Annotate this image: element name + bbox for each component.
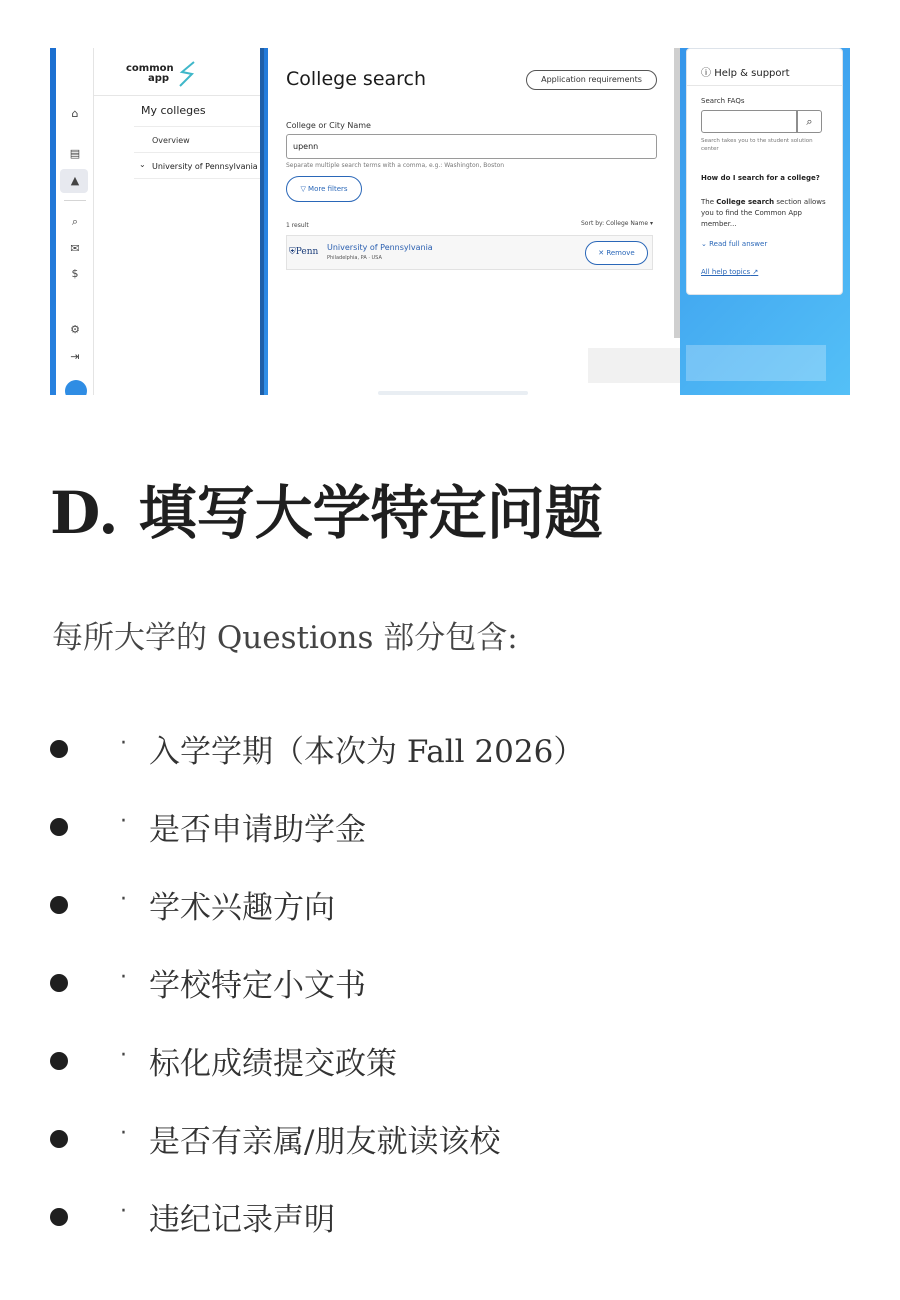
logout-icon[interactable]: ⇥ [70,350,80,363]
list-item [50,882,870,960]
all-help-topics-link[interactable] [701,268,758,276]
close-icon: ✕ [598,249,607,257]
help-title-label: Help & support [714,68,790,79]
penn-logo: ⛨Penn [289,247,319,257]
sort-dropdown[interactable]: Sort by: College Name ▾ [581,220,653,227]
remove-label: Remove [606,249,635,257]
application-requirements-button[interactable]: Application requirements [526,70,657,90]
help-circle-icon: ⓘ [701,68,715,79]
bullet-icon [50,818,68,836]
read-full-answer-label: Read full answer [709,240,768,248]
result-count: 1 result [286,222,309,229]
inbox-icon[interactable]: ✉ [70,242,80,255]
faq-search-label: Search FAQs [701,97,745,105]
college-search-input[interactable] [286,134,657,159]
college-search-panel [268,48,680,395]
faq-search-button[interactable] [797,110,822,133]
bullet-icon [50,1130,68,1148]
result-college-name[interactable]: University of Pennsylvania [327,243,433,252]
chevron-down-icon: ⌄ [701,240,710,248]
gear-icon[interactable]: ⚙ [70,323,80,336]
middle-dot-icon: · [120,965,127,990]
list-item [50,1194,870,1272]
search-field-hint: Separate multiple search terms with a comma, e.g.: Washington, Boston [286,162,505,169]
result-college-location: Philadelphia, PA · USA [327,255,382,261]
questions-list [50,726,870,1272]
list-item-text: 学术兴趣方向 [149,890,335,926]
bullet-icon [50,896,68,914]
avatar[interactable] [65,380,87,395]
remove-button[interactable] [585,241,648,265]
search-icon: ⌕ [806,115,813,128]
graduation-cap-icon[interactable]: ▲ [70,174,80,187]
read-full-answer-link[interactable] [701,240,767,248]
logo-text-common: common [126,63,174,74]
faq-answer: The College search section allows you to find the Common App member... [701,198,826,228]
bullet-icon [50,740,68,758]
section-heading: D. 填写大学特定问题 [50,479,603,547]
home-icon[interactable]: ⌂ [71,107,79,120]
nav-divider [134,178,260,179]
search-field-label: College or City Name [286,121,371,130]
middle-dot-icon: · [120,1043,127,1068]
intro-text: 每所大学的 Questions 部分包含: [52,620,518,656]
external-link-icon: ↗ [750,268,759,276]
nav-divider [134,152,260,153]
list-item-text: 违纪记录声明 [149,1202,335,1238]
list-item [50,804,870,882]
middle-dot-icon: · [120,1199,127,1224]
list-item-text: 标化成绩提交政策 [149,1046,397,1082]
document-icon[interactable]: ▤ [69,147,81,160]
result-row[interactable] [286,235,653,270]
page-title: College search [286,68,427,90]
middle-dot-icon: · [120,809,127,834]
middle-dot-icon: · [120,1121,127,1146]
money-bag-icon[interactable]: $ [71,267,79,280]
sidebar-item-overview[interactable]: Overview [152,136,190,145]
common-app-logo[interactable] [124,60,204,88]
list-item [50,1116,870,1194]
faq-question: How do I search for a college? [701,174,820,182]
common-app-screenshot [50,48,850,395]
search-icon[interactable]: ⌕ [71,215,79,228]
logo-text-app: app [148,73,170,84]
all-help-topics-label: All help topics [701,268,751,276]
blurred-region [686,345,826,381]
help-title [701,64,790,79]
list-item-text: 是否申请助学金 [149,812,366,848]
bullet-icon [50,1208,68,1226]
list-item [50,726,870,804]
icon-rail [56,48,94,395]
filter-icon: ▽ [300,185,309,193]
blurred-region [588,348,680,383]
bullet-icon [50,1052,68,1070]
list-item [50,1038,870,1116]
list-item [50,960,870,1038]
more-filters-label: More filters [308,185,348,193]
more-filters-button[interactable] [286,176,362,202]
bullet-icon [50,974,68,992]
scrollbar[interactable] [674,48,680,338]
middle-dot-icon: · [120,731,127,756]
help-divider [687,85,842,86]
nav-divider [134,126,260,127]
list-item-text: 是否有亲属/朋友就读该校 [149,1124,501,1160]
middle-dot-icon: · [120,887,127,912]
list-item-text: 学校特定小文书 [149,968,366,1004]
rail-divider [64,200,86,201]
sidebar-title: My colleges [141,104,206,117]
chevron-down-icon[interactable]: ⌄ [139,160,146,169]
list-item-text: 入学学期（本次为 Fall 2026） [149,734,585,770]
my-colleges-sidebar [94,48,264,395]
help-support-panel [686,48,843,295]
nav-divider [94,95,260,96]
logo-mark-icon [176,60,198,88]
faq-search-hint: Search takes you to the student solution center [701,138,813,152]
faq-search-input[interactable] [701,110,797,133]
sidebar-item-upenn[interactable]: University of Pennsylvania [152,162,258,171]
panel-bottom-edge [378,391,528,395]
